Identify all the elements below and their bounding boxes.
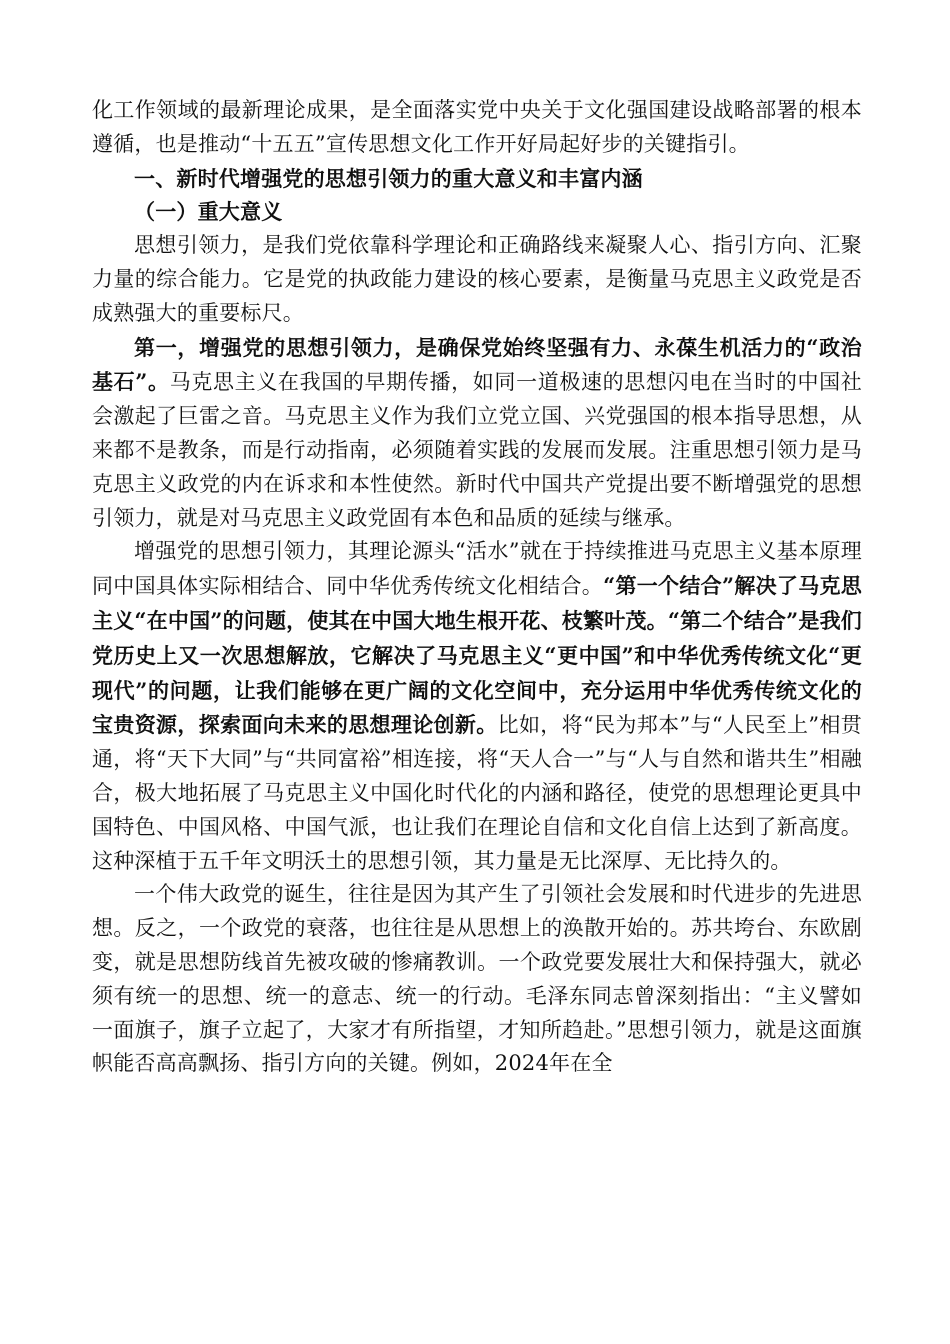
first-point-lead: 第一，增强党的思想引领力，是确保党始终坚强有力、永葆生机活力的“政治基石”。 [92,334,862,395]
paragraph-two-integrations [92,535,862,878]
paragraph-first-point [92,331,862,536]
paragraph-party-ideology: 一个伟大政党的诞生，往往是因为其产生了引领社会发展和时代进步的先进思想。反之，一个政党的衰落，也往往是从思想上的涣散开始的。苏共垮台、东欧剧变，就是思想防线首先被攻破的惨痛教训。一个政党要发展壮大和保持强大，就必须有统一的思想、统一的意志、统一的行动。毛泽东同志曾深刻指出：“主义譬如一面旗子，旗子立起了，大家才有所指望，才知所趋赴。”思想引领力，就是这面旗帜能否高高飘扬、指引方向的关键。例如，2024年在全 [92,882,862,1076]
paragraph-definition: 思想引领力，是我们党依靠科学理论和正确路线来凝聚人心、指引方向、汇聚力量的综合能力。它是党的执政能力建设的核心要素，是衡量马克思主义政党是否成熟强大的重要标尺。 [92,233,862,325]
integrations-examples: 比如，将“民为邦本”与“人民至上”相贯通，将“天下大同”与“共同富裕”相连接，将“天人合一”与“人与自然和谐共生”相融合，极大地拓展了马克思主义中国化时代化的内涵和路径，使党的思想理论更具中国特色、中国风格、中国气派，也让我们在理论自信和文化自信上达到了新高度。这种深植于五千年文明沃土的思想引领，其力量是无比深厚、无比持久的。 [92,713,862,873]
section-heading: 一、新时代增强党的思想引领力的重大意义和丰富内涵 [134,165,643,191]
paragraph-continuation: 化工作领域的最新理论成果，是全面落实党中央关于文化强国建设战略部署的根本遵循，也是推动“十五五”宣传思想文化工作开好局起好步的关键指引。 [92,98,862,156]
integrations-intro: 增强党的思想引领力，其理论源头“活水”就在于持续推进马克思主义基本原理同中国具体实际相结合、同中华优秀传统文化相结合。 [92,539,862,599]
first-point-body: 马克思主义在我国的早期传播，如同一道极速的思想闪电在当时的中国社会激起了巨雷之音。马克思主义作为我们立党立国、兴党强国的根本指导思想，从来都不是教条，而是行动指南，必须随着实践的发展而发展。注重思想引领力是马克思主义政党的内在诉求和本性使然。新时代中国共产党提出要不断增强党的思想引领力，就是对马克思主义政党固有本色和品质的延续与继承。 [92,370,862,530]
document-page [92,94,862,1081]
integrations-emphasis: “第一个结合”解决了马克思主义“在中国”的问题，使其在中国大地生根开花、枝繁叶茂。“第二个结合”是我们党历史上又一次思想解放，它解决了马克思主义“更中国”和中华优秀传统文化“更现代”的问题，让我们能够在更广阔的文化空间中，充分运用中华优秀传统文化的宝贵资源，探索面向未来的思想理论创新。 [92,573,862,738]
subsection-heading: （一）重大意义 [134,199,283,225]
